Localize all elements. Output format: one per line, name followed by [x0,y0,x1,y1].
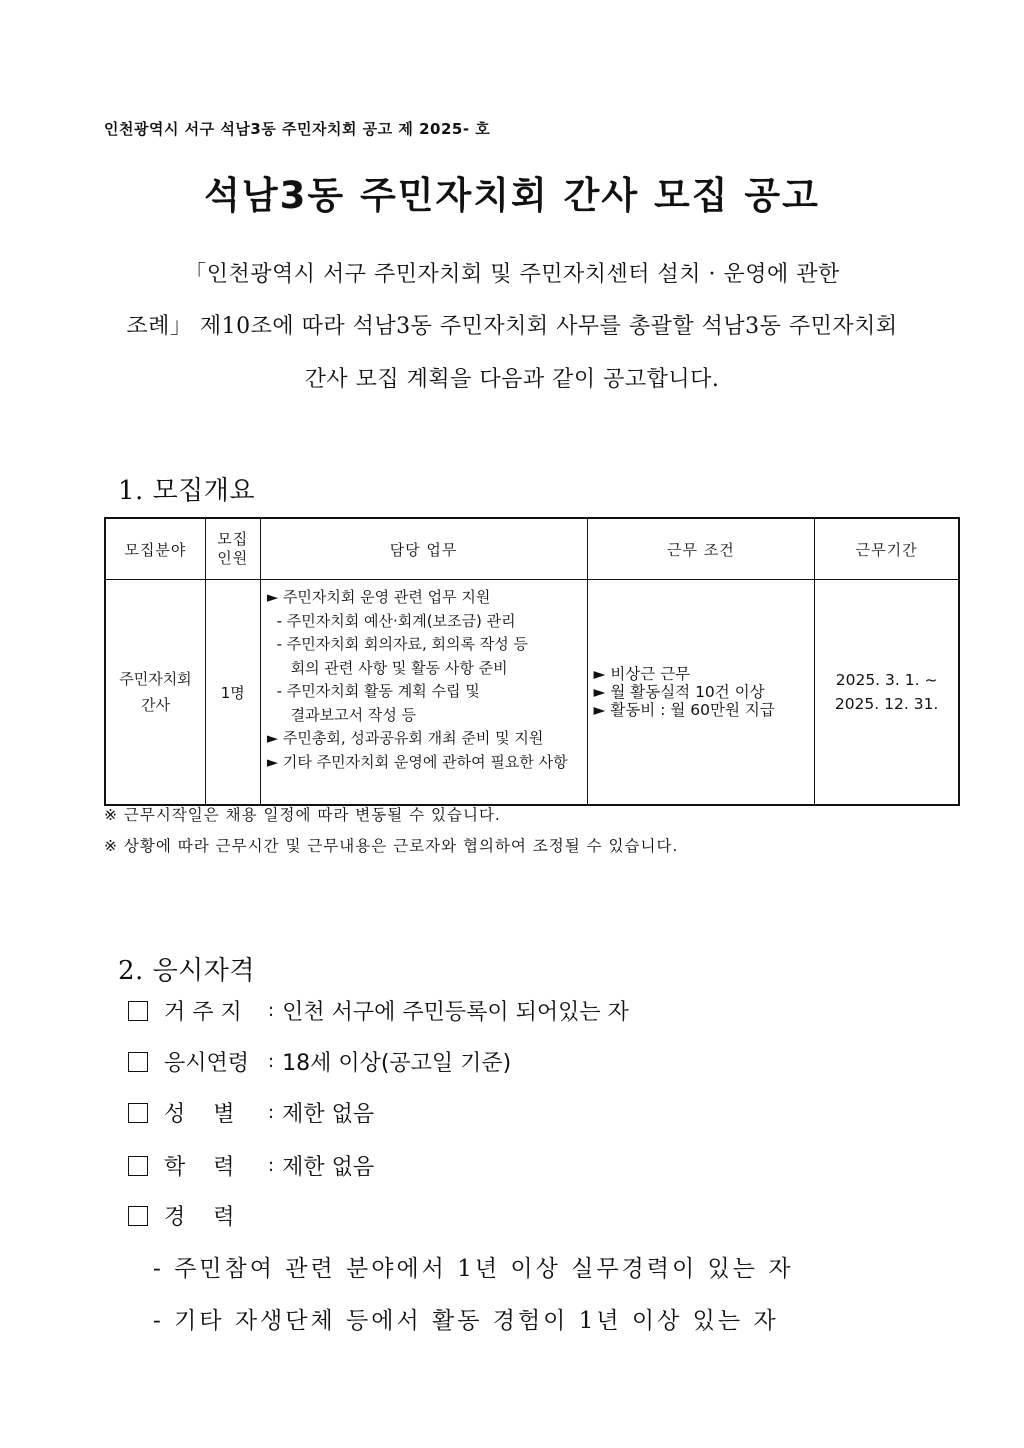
condition-item: ► 활동비 : 월 60만원 지급 [593,701,775,719]
eligibility-label: 경 력 [164,1205,235,1230]
intro-line: 조례」 제10조에 따라 석남3동 주민자치회 사무를 총괄할 석남3동 주민자치회 [126,314,898,339]
eligibility-item-gender [128,1097,374,1128]
table-row [105,580,959,806]
duty-item: ► 기타 주민자치회 운영에 관하여 필요한 사항 [266,752,568,771]
eligibility-label: 학 력 [164,1155,235,1180]
field-line2: 간사 [140,696,170,714]
duty-item: - 주민자치회 예산·회계(보조금) 관리 [276,611,516,630]
eligibility-sep: : [268,1155,275,1176]
eligibility-label: 성 별 [164,1102,235,1127]
career-requirement: - 기타 자생단체 등에서 활동 경험이 1년 이상 있는 자 [153,1308,779,1334]
header-period: 근무기간 [815,518,959,580]
career-requirement: - 주민참여 관련 분야에서 1년 이상 실무경력이 있는 자 [153,1256,794,1282]
cell-count: 1명 [205,580,260,806]
eligibility-item-residence [128,995,629,1026]
period-end: 2025. 12. 31. [834,695,939,713]
section-heading-eligibility: 2. 응시자격 [118,956,256,986]
duty-item: - 주민자치회 회의자료, 회의록 작성 등 [276,635,528,653]
field-line1: 주민자치회 [119,670,192,688]
eligibility-label: 응시연령 [164,1051,250,1076]
eligibility-value: 18세 이상(공고일 기준) [282,1051,512,1076]
period-start: 2025. 3. 1. ~ [835,671,938,689]
recruitment-overview-table [104,517,960,806]
table-header-row [105,518,959,580]
cell-field [105,580,205,806]
condition-item: ► 비상근 근무 [593,665,691,683]
checkbox-icon [128,1103,148,1123]
footnote: ※ 상황에 따라 근무시간 및 근무내용은 근로자와 협의하여 조정될 수 있습니다. [104,837,679,855]
duty-item: 결과보고서 작성 등 [290,705,417,724]
page-title: 석남3동 주민자치회 간사 모집 공고 [204,174,820,217]
eligibility-item-career [128,1200,264,1231]
cell-duties [260,580,587,806]
header-duties: 담당 업무 [260,518,587,580]
duty-item: 회의 관련 사항 및 활동 사항 준비 [290,658,508,677]
eligibility-item-age [128,1046,511,1077]
duty-item: - 주민자치회 활동 계획 수립 및 [276,682,480,700]
duty-item: ► 주민자치회 운영 관련 업무 지원 [266,588,491,606]
checkbox-icon [128,1206,148,1226]
checkbox-icon [128,1156,148,1176]
intro-line: 간사 모집 계획을 다음과 같이 공고합니다. [304,367,720,392]
eligibility-sep: : [268,1102,275,1123]
checkbox-icon [128,1052,148,1072]
eligibility-value: 제한 없음 [282,1155,375,1180]
checkbox-icon [128,1001,148,1021]
notice-number: 인천광역시 서구 석남3동 주민자치회 공고 제 2025- 호 [104,120,491,138]
header-count-line1: 모집 [217,530,249,548]
eligibility-sep: : [268,1051,275,1072]
eligibility-value: 인천 서구에 주민등록이 되어있는 자 [282,1000,629,1025]
cell-period [815,580,959,806]
duty-item: ► 주민총회, 성과공유회 개최 준비 및 지원 [266,729,544,747]
eligibility-value: 제한 없음 [282,1102,375,1127]
eligibility-item-education [128,1150,374,1181]
section-heading-overview: 1. 모집개요 [118,476,256,506]
footnote: ※ 근무시작일은 채용 일정에 따라 변동될 수 있습니다. [104,806,501,824]
header-count-line2: 인원 [217,549,249,567]
eligibility-label: 거 주 지 [164,1000,242,1025]
header-field: 모집분야 [105,518,205,580]
cell-conditions [587,580,815,806]
header-conditions: 근무 조건 [587,518,815,580]
header-count [205,518,260,580]
intro-line: 「인천광역시 서구 주민자치회 및 주민자치센터 설치 · 운영에 관한 [184,262,840,287]
eligibility-sep: : [268,1000,275,1021]
condition-item: ► 월 활동실적 10건 이상 [593,683,765,701]
